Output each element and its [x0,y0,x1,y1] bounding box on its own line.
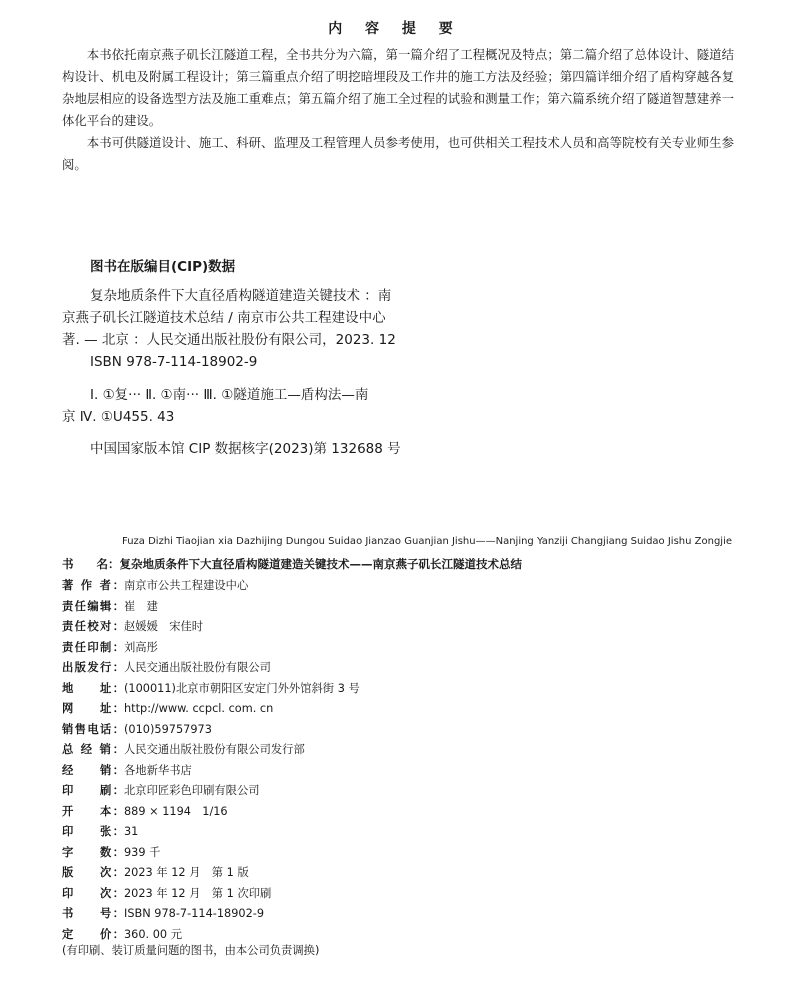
cip-class-line: 京 Ⅳ. ①U455. 43 [62,409,175,425]
info-row [62,781,360,802]
quality-note: (有印刷、装订质量问题的图书，由本公司负责调换) [62,944,320,957]
summary-p1-line: 结构设计、机电及附属工程设计；第三篇重点介绍了明挖暗埋段及工作井的施工方法及经验；第四篇详细介绍了盾构穿 [62,47,734,84]
info-value: 人民交通出版社股份有限公司发行部 [124,743,305,756]
info-value: 刘高彤 [124,640,158,654]
cip-heading: 图书在版编目(CIP)数据 [90,259,236,275]
cip-class-line: Ⅰ. ①复··· Ⅱ. ①南··· Ⅲ. ①隧道施工—盾构法—南 [90,387,369,403]
info-label: 著 作 者： [62,579,124,592]
info-label: 字 数： [62,845,124,859]
info-value: 2023 年 12 月 第 1 次印刷 [124,886,272,900]
info-row [62,863,360,884]
info-row [62,617,360,638]
book-title-row [62,556,522,572]
info-row [62,884,360,905]
info-row [62,679,360,700]
summary-p2-line: 参阅。 [62,135,734,172]
info-label: 责任编辑： [62,599,124,613]
cip-record-number [90,438,490,460]
info-label: 印 次： [62,886,124,900]
info-value: 2023 年 12 月 第 1 版 [124,866,249,879]
summary-p1-line: 本书依托南京燕子矶长江隧道工程，全书共分为六篇，第一篇介绍了工程概况及特点；第二篇介绍了总体设计、隧道 [86,47,722,62]
summary-paragraph-2 [62,132,734,176]
summary-p2-line: 本书可供隧道设计、施工、科研、监理及工程管理人员参考使用，也可供相关工程技术人员和高等院校有关专业师生 [86,135,722,150]
book-title-label: 书 名： [62,557,120,571]
info-row [62,904,360,925]
info-row [62,761,360,782]
info-value: (010)59757973 [124,722,212,736]
publication-info [62,576,360,945]
cip-record: 中国国家版本馆 CIP 数据核字(2023)第 132688 号 [90,441,401,457]
cip-classification [62,384,462,428]
info-label: 印 刷： [62,784,124,797]
info-row [62,720,360,741]
info-label: 总 经 销： [62,743,124,756]
info-row [62,638,360,659]
info-value: (100011)北京市朝阳区安定门外外馆斜街 3 号 [124,681,360,695]
info-label: 责任校对： [62,620,124,633]
cip-isbn: ISBN 978-7-114-18902-9 [90,354,258,370]
info-value: 939 千 [124,845,161,859]
info-value: 人民交通出版社股份有限公司 [124,661,271,674]
cip-line: 京燕子矶长江隧道技术总结 / 南京市公共工程建设中心 [62,310,386,326]
info-label: 印 张： [62,825,124,838]
info-value: 崔 建 [124,599,158,613]
info-row [62,699,360,720]
info-label: 出版发行： [62,661,124,674]
info-value: 赵媛媛 宋佳时 [124,620,204,633]
info-value: 北京印匠彩色印刷有限公司 [124,784,260,797]
info-value: http://www. ccpcl. com. cn [124,702,274,715]
cip-line: 著. — 北京 ：人民交通出版社股份有限公司，2023. 12 [62,332,396,348]
info-value: 889 × 1194 1/16 [124,804,228,818]
info-row [62,658,360,679]
info-value: 360. 00 元 [124,927,183,941]
summary-title: 内 容 提 要 [328,21,462,37]
info-row [62,802,360,823]
info-label: 开 本： [62,804,124,818]
book-title-value: 复杂地质条件下大直径盾构隧道建造关键技术——南京燕子矶长江隧道技术总结 [119,557,522,571]
cip-description [62,285,462,373]
info-row [62,597,360,618]
summary-paragraph-1 [62,44,734,132]
info-value: ISBN 978-7-114-18902-9 [124,907,265,920]
info-row [62,843,360,864]
summary-p1-line: 智慧建养一体化平台的建设。 [62,91,735,128]
summary-text [62,44,734,176]
info-row [62,740,360,761]
pinyin-title: Fuza Dizhi Tiaojian xia Dazhijing Dungou Suidao Jianzao Guanjian Jishu——Nanjing Yanziji Changjiang Suidao Jishu Zongjie [122,536,732,547]
cip-line: 复杂地质条件下大直径盾构隧道建造关键技术 ：南 [90,288,392,304]
info-value: 31 [124,825,139,838]
info-label: 地 址： [62,681,124,695]
info-label: 销售电话： [62,722,124,736]
info-value: 各地新华书店 [124,763,192,777]
info-label: 版 次： [62,866,124,879]
info-label: 网 址： [62,702,124,715]
summary-p1-line: 越各复杂地层相应的设备选型方法及施工重难点；第五篇介绍了施工全过程的试验和测量工作；第六篇系统介绍了隧道 [62,69,735,106]
info-label: 定 价： [62,927,124,941]
info-row [62,576,360,597]
info-row [62,822,360,843]
info-label: 经 销： [62,763,124,777]
info-label: 责任印制： [62,640,124,654]
info-value: 南京市公共工程建设中心 [124,579,249,592]
info-label: 书 号： [62,907,124,920]
